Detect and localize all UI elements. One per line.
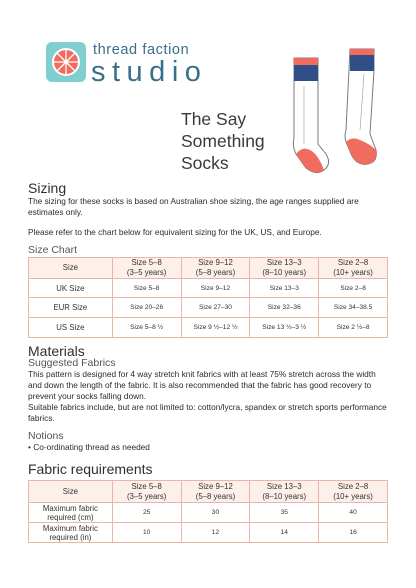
table-row bbox=[29, 503, 388, 523]
size-chart-table bbox=[28, 257, 388, 338]
header-cell: Size 5–8 (3–5 years) bbox=[112, 258, 181, 279]
header-cell: Size bbox=[29, 481, 113, 503]
right-sock-image bbox=[345, 49, 376, 164]
table-cell: 12 bbox=[181, 523, 250, 543]
table-cell: 14 bbox=[250, 523, 319, 543]
header-cell: Size 2–8 (10+ years) bbox=[319, 481, 388, 503]
suitable-fabrics-text: Suitable fabrics include, but are not limited to: cotton/lycra, spandex or stretch sports performance fabrics. bbox=[28, 402, 387, 424]
row-label: Maximum fabric required (cm) bbox=[29, 503, 113, 523]
left-sock-image bbox=[293, 58, 328, 173]
fabric-requirements-table bbox=[28, 480, 388, 543]
header-cell: Size 9–12 (5–8 years) bbox=[181, 481, 250, 503]
header-cell: Size bbox=[29, 258, 113, 279]
table-cell: Size 13–3 bbox=[250, 279, 319, 298]
fabric-description-text: This pattern is designed for 4 way stretch knit fabrics with at least 75% stretch across the width and down the length of the fabric. It is also recommended that the fabric has good recovery to prevent your socks falling down. bbox=[28, 369, 376, 402]
table-header-row bbox=[29, 481, 388, 503]
sizing-heading: Sizing bbox=[28, 180, 67, 196]
header-cell: Size 13–3 (8–10 years) bbox=[250, 481, 319, 503]
table-row bbox=[29, 298, 388, 318]
table-cell: 16 bbox=[319, 523, 388, 543]
suggested-fabrics-heading: Suggested Fabrics bbox=[28, 357, 116, 369]
pattern-title bbox=[181, 108, 281, 174]
materials-heading: Materials bbox=[28, 343, 85, 359]
table-header-row bbox=[29, 258, 388, 279]
table-cell: 30 bbox=[181, 503, 250, 523]
brand-logo bbox=[46, 42, 86, 82]
notions-item: • Co-ordinating thread as needed bbox=[28, 442, 150, 452]
socks-illustration bbox=[280, 46, 400, 186]
table-cell: Size 5–8 ½ bbox=[112, 318, 181, 338]
brand-name-line1: thread faction bbox=[93, 42, 190, 58]
row-label: Maximum fabric required (in) bbox=[29, 523, 113, 543]
table-cell: 35 bbox=[250, 503, 319, 523]
notions-heading: Notions bbox=[28, 430, 64, 442]
table-cell: Size 9–12 bbox=[181, 279, 250, 298]
table-cell: Size 2 ½–8 bbox=[319, 318, 388, 338]
grapefruit-icon bbox=[46, 42, 86, 82]
table-cell: Size 32–36 bbox=[250, 298, 319, 318]
table-row bbox=[29, 279, 388, 298]
pattern-title-line: Socks bbox=[181, 153, 229, 173]
table-cell: Size 20–26 bbox=[112, 298, 181, 318]
pattern-title-line: The Say bbox=[181, 109, 247, 129]
fabric-requirements-heading: Fabric requirements bbox=[28, 461, 153, 477]
sizing-note-text: Please refer to the chart below for equivalent sizing for the UK, US, and Europe. bbox=[28, 227, 322, 237]
table-cell: Size 13 ½–3 ½ bbox=[250, 318, 319, 338]
table-row bbox=[29, 523, 388, 543]
row-label: UK Size bbox=[29, 279, 113, 298]
row-label: US Size bbox=[29, 318, 113, 338]
header-cell: Size 2–8 (10+ years) bbox=[319, 258, 388, 279]
table-cell: Size 27–30 bbox=[181, 298, 250, 318]
sizing-intro-text: The sizing for these socks is based on Australian shoe sizing, the age ranges supplied are estimates only. bbox=[28, 196, 359, 218]
table-cell: 10 bbox=[112, 523, 181, 543]
table-row bbox=[29, 318, 388, 338]
row-label: EUR Size bbox=[29, 298, 113, 318]
size-chart-heading: Size Chart bbox=[28, 244, 78, 256]
table-cell: Size 2–8 bbox=[319, 279, 388, 298]
pattern-title-line: Something bbox=[181, 131, 265, 151]
header-cell: Size 13–3 (8–10 years) bbox=[250, 258, 319, 279]
table-cell: Size 5–8 bbox=[112, 279, 181, 298]
table-cell: 40 bbox=[319, 503, 388, 523]
table-cell: Size 34–38.5 bbox=[319, 298, 388, 318]
header-cell: Size 9–12 (5–8 years) bbox=[181, 258, 250, 279]
table-cell: 25 bbox=[112, 503, 181, 523]
brand-name-line2: studio bbox=[91, 56, 208, 88]
header-cell: Size 5–8 (3–5 years) bbox=[112, 481, 181, 503]
table-cell: Size 9 ½–12 ½ bbox=[181, 318, 250, 338]
